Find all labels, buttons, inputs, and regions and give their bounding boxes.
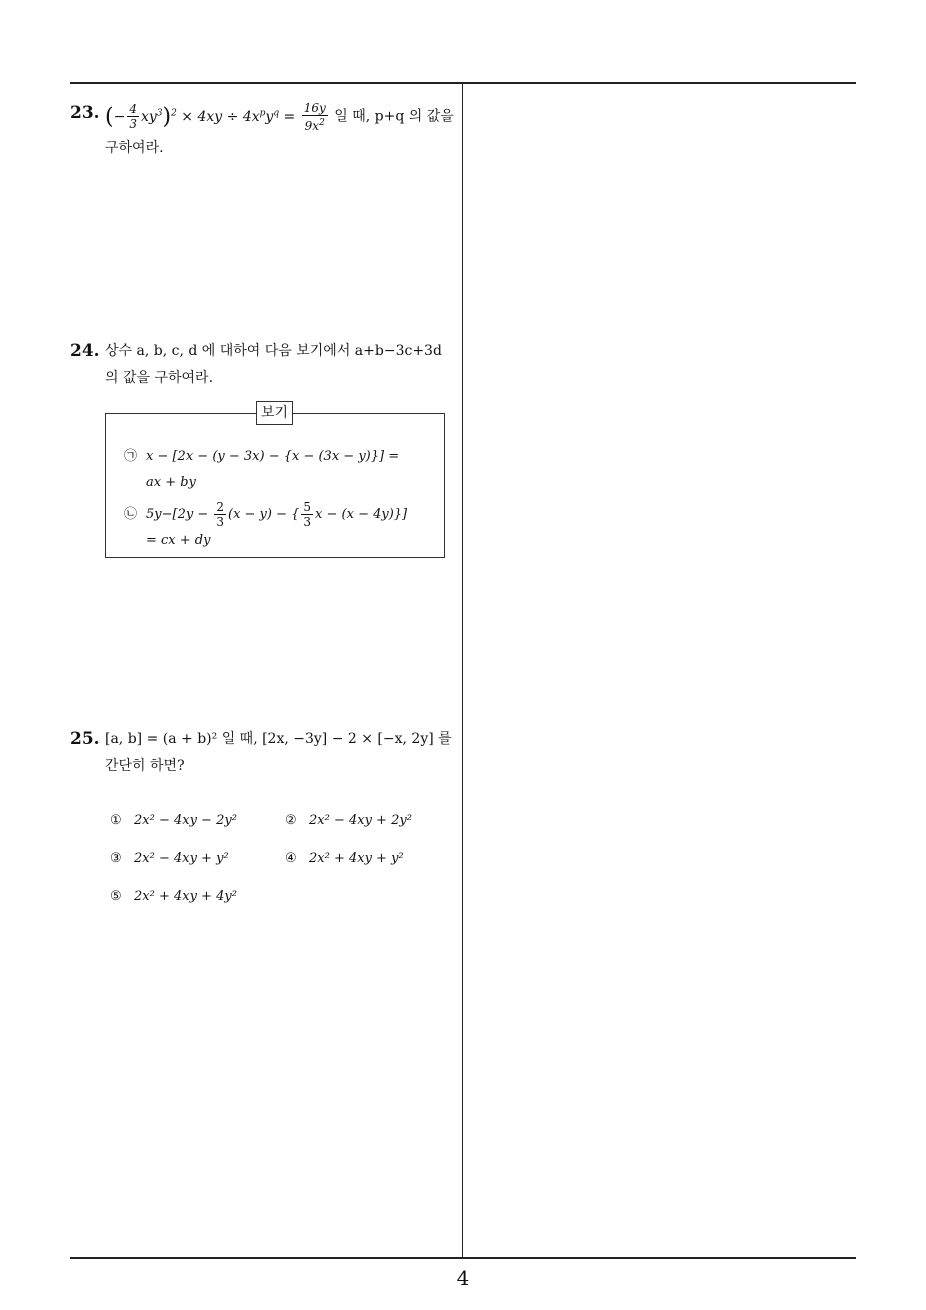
question-number: 23.	[70, 103, 100, 123]
bogi-fraction-1: $\frac{2}{3}$	[216, 500, 224, 529]
q25-line1: [a, b] = (a + b)² 일 때, [2x, −3y] − 2 × [−x, 2y] 를	[105, 731, 452, 747]
choice-4[interactable]: ④ 2x² + 4xy + y²	[285, 851, 404, 866]
question-24	[70, 338, 458, 392]
item-marker: ㉠	[124, 449, 138, 464]
question-25-body	[105, 726, 458, 780]
bogi-title: 보기	[256, 401, 293, 425]
question-25	[70, 726, 458, 780]
question-number: 25.	[70, 729, 100, 749]
q23-line2: 구하여라.	[105, 139, 164, 156]
top-rule	[70, 82, 856, 84]
choice-1[interactable]: ① 2x² − 4xy − 2y²	[110, 813, 237, 828]
choice-3[interactable]: ③ 2x² − 4xy + y²	[110, 851, 229, 866]
bogi-box	[105, 405, 445, 558]
question-number: 24.	[70, 341, 100, 361]
choice-5[interactable]: ⑤ 2x² + 4xy + 4y²	[110, 889, 237, 904]
question-23-body	[105, 100, 458, 162]
bogi-item-2: ㉡ 5y−[2y − $\frac{2}{3}$ (x − y) − { $\frac{5}{3}$ x − (x − 4y)}]	[124, 500, 408, 529]
q23-coef-fraction: $\frac{4}{3}$	[129, 102, 137, 132]
question-23	[70, 100, 458, 162]
bogi-item-1-line2: ax + by	[146, 475, 196, 490]
choice-2[interactable]: ② 2x² − 4xy + 2y²	[285, 813, 412, 828]
bogi-fraction-2: $\frac{5}{3}$	[303, 500, 312, 529]
q25-line2: 간단히 하면?	[105, 758, 185, 774]
page-number: 4	[456, 1266, 470, 1290]
item-marker: ㉡	[124, 507, 138, 522]
q23-rhs-fraction: $\frac{16y}{9x^2}$	[303, 100, 326, 133]
bogi-item-2-line2: = cx + dy	[146, 533, 211, 548]
question-24-body	[105, 338, 458, 392]
q24-line1: 상수 a, b, c, d 에 대하여 다음 보기에서 a+b−3c+3d	[105, 343, 442, 359]
bogi-item-1: ㉠ x − [2x − (y − 3x) − {x − (3x − y)}] =	[124, 444, 434, 470]
column-divider	[462, 83, 463, 1259]
q23-expression: (− $\frac{4}{3}$ $xy^3)^2 \times 4xy \div 4x^py^q$ = $\frac{16y}{9x^2}$	[105, 100, 326, 133]
bottom-rule	[70, 1257, 856, 1259]
q24-line2: 의 값을 구하여라.	[105, 370, 214, 386]
q23-tail: 일 때, p+q 의 값을	[334, 108, 454, 125]
